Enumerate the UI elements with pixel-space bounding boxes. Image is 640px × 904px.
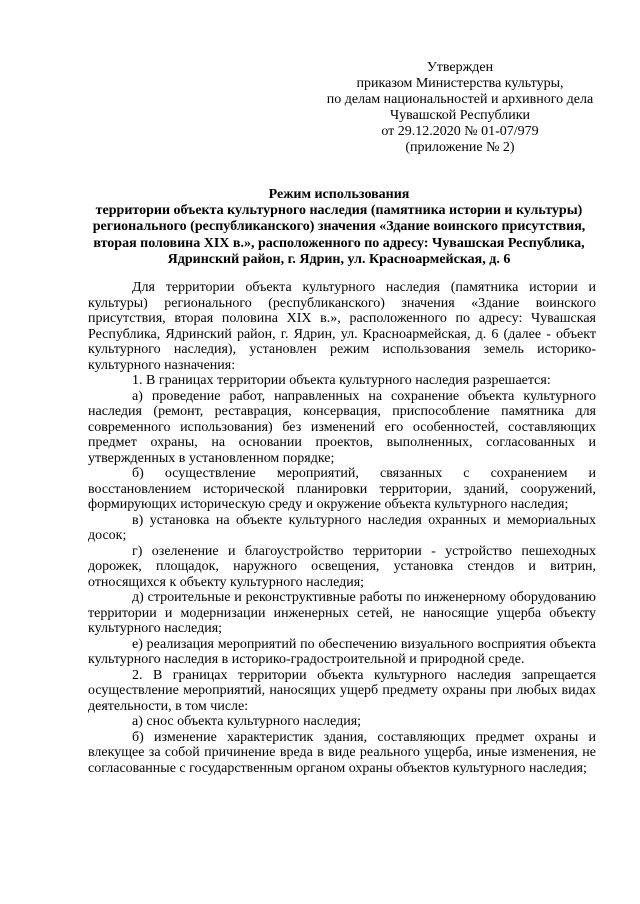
section-1-item-b: б) осуществление мероприятий, связанных с сохранением и восстановлением исторической планировки территории, зданий, сооружений, формирующих историческую среду и окружение объекта культурного наследия;: [88, 466, 596, 512]
approval-line: (приложение № 2): [405, 140, 515, 155]
title-line: территории объекта культурного наследия (памятника истории и культуры): [95, 203, 583, 219]
title-line: вторая половина XIX в.», расположенного по адресу: Чувашская Республика,: [93, 235, 585, 251]
approval-line: Утвержден: [426, 60, 494, 75]
intro-paragraph: Для территории объекта культурного наследия (памятника истории и культуры) регионального (республиканского) значения «Здание воинского присутствия, вторая половина XIX в.», расположенного по адресу: Чувашская Республика, Ядринский район, г. Ядрин, ул. Красноармейская, д. 6 (далее - объект культурного наследия), установлен режим использования земель историко-культурного назначения:: [88, 280, 596, 373]
title-line: регионального (республиканского) значения «Здание воинского присутствия,: [92, 219, 586, 235]
section-2-heading: 2. В границах территории объекта культурного наследия запрещается осуществление мероприятий, наносящих ущерб предмету охраны при любых видах деятельности, в том числе:: [88, 667, 596, 714]
title-line: Режим использования: [268, 187, 410, 202]
approval-line: Чувашской Республики: [389, 108, 531, 123]
section-2-item-a: а) снос объекта культурного наследия;: [132, 714, 362, 729]
section-1-heading: 1. В границах территории объекта культурного наследия разрешается:: [132, 373, 551, 388]
approval-block: [290, 60, 630, 156]
document-title: [84, 187, 594, 268]
section-1-item-a: а) проведение работ, направленных на сохранение объекта культурного наследия (ремонт, реставрация, консервация, приспособление памятника для современного использования) без изменений его особенностей, составляющих предмет охраны, на основании проектов, выполненных, согласованных и утвержденных в установленном порядке;: [88, 388, 596, 466]
approval-line: по делам национальностей и архивного дела: [326, 92, 594, 107]
document-body: [88, 280, 596, 776]
title-line: Ядринский район, г. Ядрин, ул. Красноармейская, д. 6: [167, 251, 511, 267]
section-2-item-b: б) изменение характеристик здания, составляющих предмет охраны и влекущее за собой причинение вреда в виде реального ущерба, иные изменения, не согласованные с государственным органом охраны объектов культурного наследия;: [88, 729, 596, 776]
section-1-item-f: е) реализация мероприятий по обеспечению визуального восприятия объекта культурного наследия в историко-градостроительной и природной среде.: [88, 636, 596, 667]
approval-line: приказом Министерства культуры,: [356, 76, 564, 91]
section-1-item-e: д) строительные и реконструктивные работы по инженерному оборудованию территории и модернизации инженерных сетей, не наносящие ущерба объекту культурного наследия;: [88, 590, 596, 636]
section-1-item-d: г) озеленение и благоустройство территории - устройство пешеходных дорожек, площадок, наружного освещения, установка стендов и витрин, относящихся к объекту культурного наследия;: [88, 543, 596, 590]
approval-line: от 29.12.2020 № 01-07/979: [381, 124, 539, 139]
section-1-item-c: в) установка на объекте культурного наследия охранных и мемориальных досок;: [88, 512, 596, 543]
